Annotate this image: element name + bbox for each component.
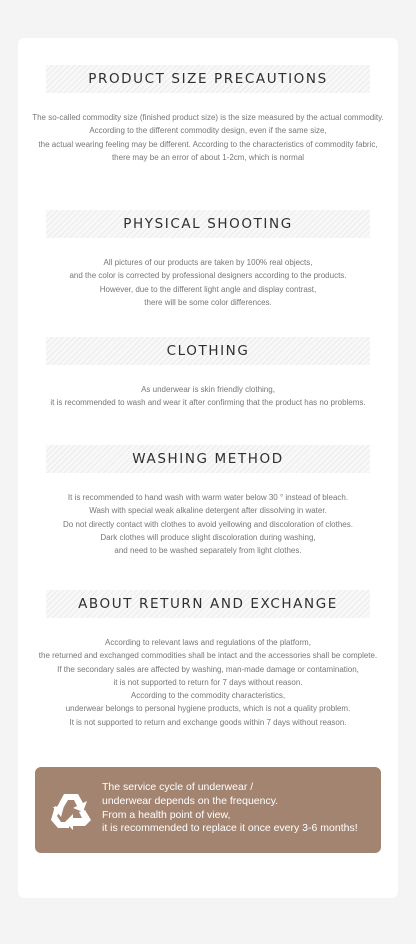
body-line: All pictures of our products are taken by 100% real objects, <box>103 258 313 267</box>
section-header-shooting <box>46 210 370 238</box>
section-body-washing <box>20 491 396 557</box>
banner-line: From a health point of view, <box>102 808 231 821</box>
body-line: According to relevant laws and regulations of the platform, <box>105 638 311 647</box>
section-title-shooting: PHYSICAL SHOOTING <box>123 216 293 232</box>
body-line: The so-called commodity size (finished product size) is the size measured by the actual commodity. <box>32 113 384 122</box>
body-line: It is not supported to return and exchange goods within 7 days without reason. <box>69 717 347 727</box>
body-line: According to the different commodity design, even if the same size, <box>89 126 327 136</box>
body-line: If the secondary sales are affected by washing, man-made damage or contamination, <box>57 664 359 674</box>
body-line: Wash with special weak alkaline detergent after dissolving in water. <box>89 506 327 516</box>
section-body-size <box>20 111 396 164</box>
body-line: there may be an error of about 1-2cm, which is normal <box>111 152 305 162</box>
body-line: As underwear is skin friendly clothing, <box>141 385 275 394</box>
body-line: and the color is corrected by professional designers according to the products. <box>69 271 347 281</box>
section-title-return: ABOUT RETURN AND EXCHANGE <box>78 596 338 612</box>
section-header-size <box>46 65 370 93</box>
body-line: the actual wearing feeling may be different. According to the characteristics of commodity fabric, <box>38 139 378 149</box>
body-line: the returned and exchanged commodities shall be intact and the accessories shall be complete. <box>38 651 378 661</box>
section-title-washing: WASHING METHOD <box>132 451 284 467</box>
body-line: Do not directly contact with clothes to avoid yellowing and discoloration of clothes. <box>63 519 353 529</box>
body-line: underwear belongs to personal hygiene products, which is not a quality problem. <box>65 704 351 714</box>
body-line: it is recommended to wash and wear it after confirming that the product has no problems. <box>50 398 366 408</box>
body-line: Dark clothes will produce slight discoloration during washing, <box>100 532 316 542</box>
section-body-clothing <box>20 383 396 410</box>
replacement-banner <box>35 767 381 853</box>
section-header-clothing <box>46 337 370 365</box>
body-line: However, due to the different light angle and display contrast, <box>99 284 317 294</box>
section-body-shooting <box>20 256 396 309</box>
section-title-size: PRODUCT SIZE PRECAUTIONS <box>88 71 328 87</box>
section-title-clothing: CLOTHING <box>166 343 250 359</box>
body-line: it is not supported to return for 7 days without reason. <box>113 677 303 687</box>
body-line: It is recommended to hand wash with warm water below 30 ° instead of bleach. <box>67 493 349 502</box>
banner-text <box>102 781 358 836</box>
banner-line: The service cycle of underwear / <box>102 781 254 793</box>
body-line: there will be some color differences. <box>144 297 272 307</box>
banner-line: it is recommended to replace it once every 3-6 months! <box>102 822 358 835</box>
section-body-return <box>20 636 396 729</box>
banner-line: underwear depends on the frequency. <box>102 794 279 807</box>
body-line: and need to be washed separately from light clothes. <box>114 546 302 556</box>
recycle-icon <box>47 786 95 834</box>
section-header-washing <box>46 445 370 473</box>
section-header-return <box>46 590 370 618</box>
body-line: According to the commodity characteristics, <box>130 691 286 701</box>
